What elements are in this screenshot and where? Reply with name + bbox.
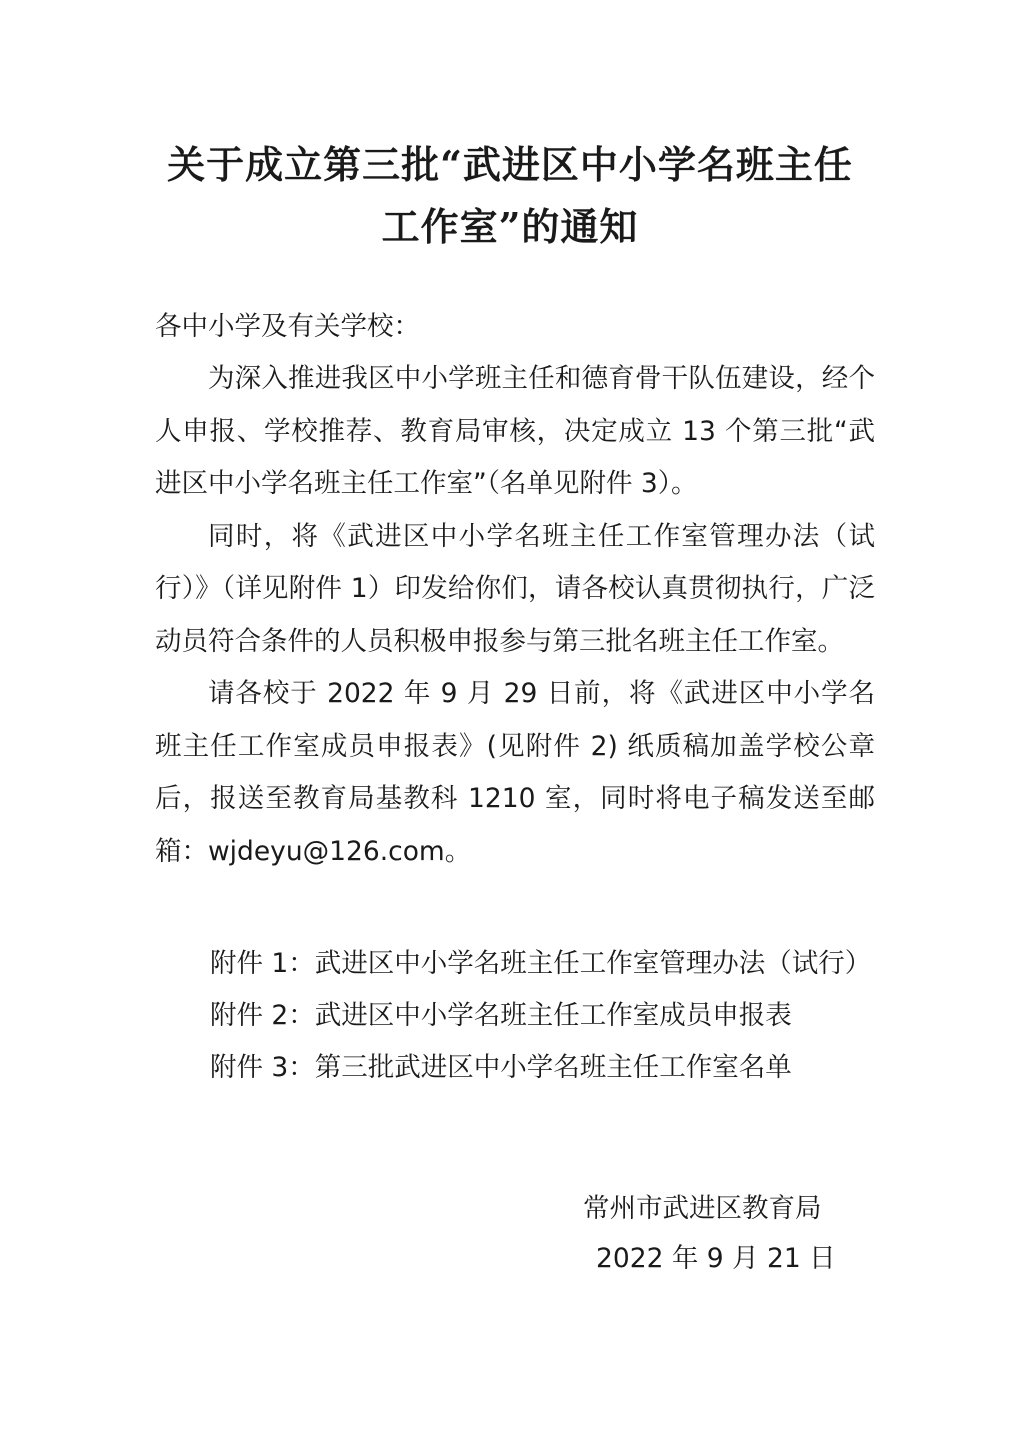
issuer-name: 常州市武进区教育局 bbox=[583, 1193, 822, 1224]
issue-date: 2022 年 9 月 21 日 bbox=[596, 1243, 836, 1274]
attachment-item-2: 附件 2：武进区中小学名班主任工作室成员申报表 bbox=[210, 1000, 792, 1031]
attachment-item-3: 附件 3：第三批武进区中小学名班主任工作室名单 bbox=[210, 1052, 792, 1083]
paragraph-management: 同时，将《武进区中小学名班主任工作室管理办法（试行）》（详见附件 1）印发给你们，请各校认真贯彻执行，广泛动员符合条件的人员积极申报参与第三批名班主任工作室。 bbox=[155, 520, 875, 657]
paragraph-purpose: 为深入推进我区中小学班主任和德育骨干队伍建设，经个人申报、学校推荐、教育局审核，决定成立 13 个第三批“武进区中小学名班主任工作室”（名单见附件 3）。 bbox=[155, 363, 875, 499]
attachment-list bbox=[210, 938, 871, 1094]
document-title-line-1: 关于成立第三批“武进区中小学名班主任 bbox=[167, 142, 853, 187]
body-paragraphs bbox=[155, 353, 875, 878]
salutation: 各中小学及有关学校： bbox=[155, 311, 420, 342]
document-title-line-2: 工作室”的通知 bbox=[381, 204, 639, 249]
attachment-item-1: 附件 1：武进区中小学名班主任工作室管理办法（试行） bbox=[210, 948, 872, 979]
paragraph-submission: 请各校于 2022 年 9 月 29 日前，将《武进区中小学名班主任工作室成员申报表》(见附件 2) 纸质稿加盖学校公章后，报送至教育局基教科 1210 室，同时将电子稿发送至邮箱：wjdeyu@126.com。 bbox=[155, 678, 875, 867]
